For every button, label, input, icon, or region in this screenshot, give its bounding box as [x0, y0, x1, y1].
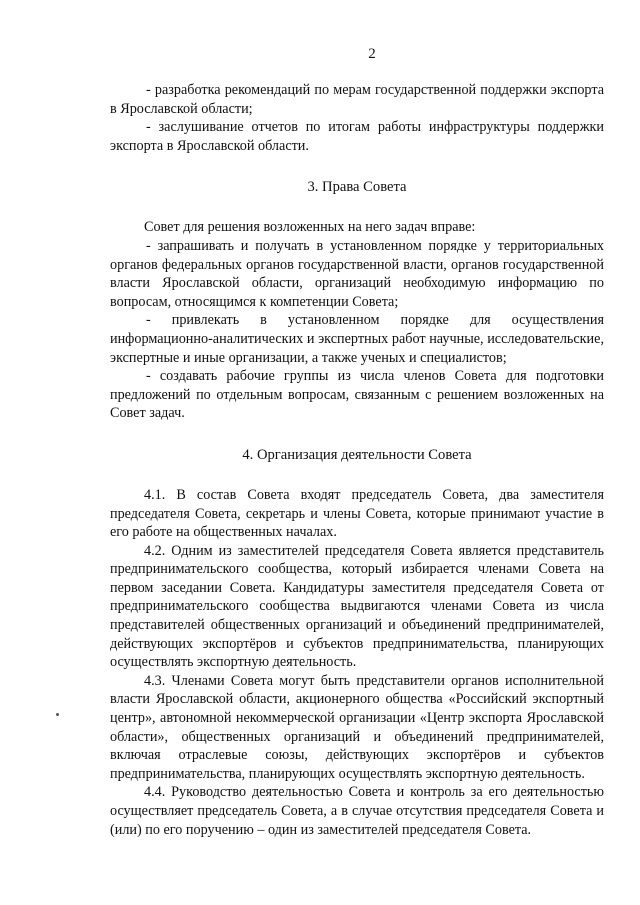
section3-body	[110, 218, 604, 423]
paragraph-4-4: 4.4. Руководство деятельностью Совета и контроль за его деятельностью осуществляет председатель Совета, а в случае отсутствия председателя Совета и (или) по его поручению – один из заместителей председателя Совета.	[110, 784, 604, 838]
section2-tail	[110, 81, 604, 155]
section4-heading: 4. Организация деятельности Совета	[242, 446, 472, 463]
list-item: - создавать рабочие группы из числа членов Совета для подготовки предложений по отдельным вопросам, связанным с решением возложенных на Совет задач.	[110, 368, 604, 422]
section3-heading: 3. Права Совета	[307, 179, 407, 196]
list-item: - заслушивание отчетов по итогам работы инфраструктуры поддержки экспорта в Ярославской области.	[110, 119, 604, 154]
list-item: - привлекать в установленном порядке для осуществления информационно-аналитических и экспертных работ научные, исследовательские, экспертные и иные организации, а также ученых и специалистов;	[110, 312, 604, 366]
page-number: 2	[368, 46, 376, 62]
paragraph-4-2: 4.2. Одним из заместителей председателя Совета является представитель предпринимательского сообщества, который избирается членами Совета на первом заседании Совета. Кандидатуры заместителя председателя Совета от предпринимательского сообщества выдвигаются членами Совета из числа представителей общественных организаций и объединений предпринимателей, действующих экспортёров и субъектов предпринимательства, планирующих осуществлять экспортную деятельность.	[110, 542, 604, 671]
section3-intro: Совет для решения возложенных на него задач вправе:	[144, 219, 476, 236]
paragraph-4-3: 4.3. Членами Совета могут быть представители органов исполнительной власти Ярославской области, акционерного общества «Российский экспортный центр», автономной некоммерческой организации «Центр экспорта Ярославской области», общественных организаций и объединений предпринимателей, включая отраслевые союзы, действующих экспортёров и субъектов предпринимательства, планирующих осуществлять экспортную деятельность.	[110, 672, 604, 782]
list-item: - запрашивать и получать в установленном порядке у территориальных органов федеральных органов государственной власти, органов государственной власти Ярославской области, организаций необходимую информацию по вопросам, относящимся к компетенции Совета;	[110, 237, 604, 310]
section4-body	[110, 486, 604, 839]
scan-speck	[56, 713, 59, 716]
list-item: - разработка рекомендаций по мерам государственной поддержки экспорта в Ярославской области;	[110, 82, 604, 117]
paragraph-4-1: 4.1. В состав Совета входят председатель Совета, два заместителя председателя Совета, секретарь и члены Совета, которые принимают участие в его работе на общественных началах.	[110, 486, 604, 541]
